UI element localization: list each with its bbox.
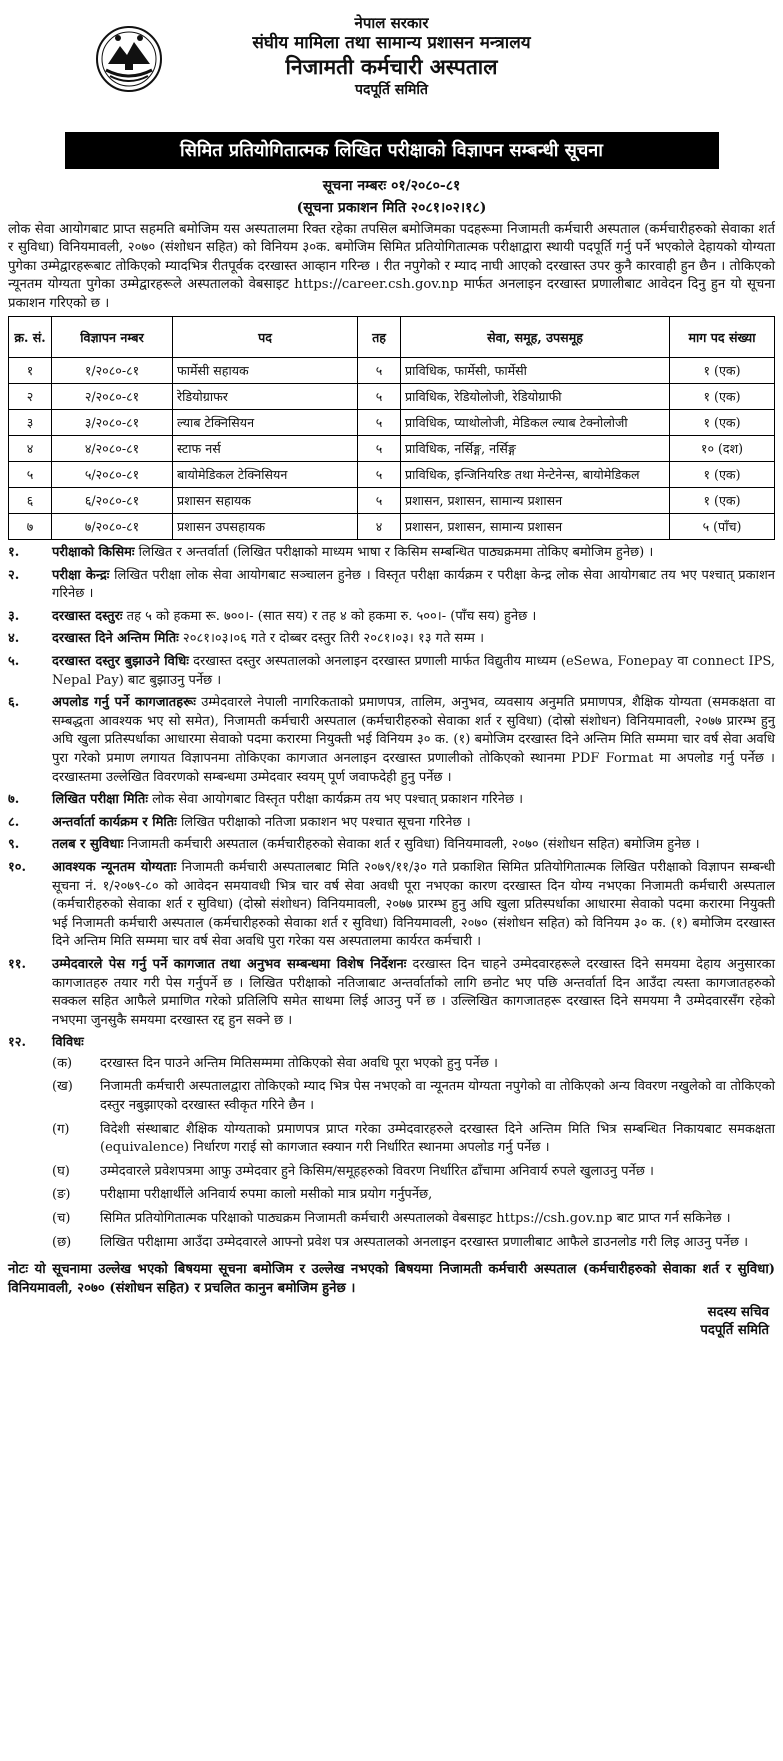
section-item xyxy=(8,814,775,833)
hospital-name: निजामती कर्मचारी अस्पताल xyxy=(285,54,498,79)
section-number: १२. xyxy=(8,1035,27,1051)
ministry-name: संघीय मामिला तथा सामान्य प्रशासन मन्त्रालय xyxy=(252,32,531,53)
cell-service-group: प्राविधिक, प्याथोलोजी, मेडिकल ल्याब टेक्नोलोजी xyxy=(401,410,670,436)
cell-ad-number: २/२०८०-८१ xyxy=(52,384,173,410)
notice-sections xyxy=(8,544,775,1257)
section-text: लोक सेवा आयोगबाट विस्तृत परीक्षा कार्यक्रम तय भए पश्चात् प्रकाशन गरिनेछ । xyxy=(147,792,524,808)
section-body xyxy=(52,544,775,563)
cell-sn: १ xyxy=(9,358,52,384)
section-item xyxy=(8,608,775,627)
misc-item-text: परीक्षामा परीक्षार्थीले अनिवार्य रुपमा कालो मसीको मात्र प्रयोग गर्नुपर्नेछ, xyxy=(100,1187,433,1203)
section-number: ३. xyxy=(8,608,20,624)
section-label: विविधः xyxy=(52,1035,84,1051)
section-label: दरखास्त दिने अन्तिम मितिः xyxy=(52,631,179,647)
section-label: दरखास्त दस्तुरः xyxy=(52,608,123,624)
section-number: ६. xyxy=(8,695,20,711)
table-header-row xyxy=(9,317,775,358)
misc-item xyxy=(52,1121,775,1158)
section-number: ११. xyxy=(8,956,27,972)
cell-level: ५ xyxy=(358,410,401,436)
section-number: ४. xyxy=(8,631,20,647)
misc-item xyxy=(52,1186,775,1205)
misc-item xyxy=(52,1234,775,1253)
cell-level: ५ xyxy=(358,358,401,384)
section-body xyxy=(52,608,775,627)
cell-level: ५ xyxy=(358,436,401,462)
section-text: लिखित परीक्षाको नतिजा प्रकाशन भए पश्चात सूचना गरिनेछ । xyxy=(176,814,471,830)
notice-date: (सूचना प्रकाशन मिति २०८१।०२।१८) xyxy=(296,200,487,216)
section-label: उम्मेदवारले पेस गर्नु पर्ने कागजात तथा अनुभव सम्बन्धमा विशेष निर्देशनः xyxy=(52,956,407,972)
section-item xyxy=(8,859,775,952)
section-item xyxy=(8,956,775,1030)
section-number: ७. xyxy=(8,792,20,808)
misc-item xyxy=(52,1163,775,1182)
cell-post: रेडियोग्राफर xyxy=(173,384,358,410)
misc-item-text: दरखास्त दिन पाउने अन्तिम मितिसम्ममा तोकिएको सेवा अवधि पूरा भएको हुनु पर्नेछ । xyxy=(100,1055,498,1071)
section-text: २०८१।०३।०६ गते र दोब्बर दस्तुर तिरी २०८१।०३। १३ गते सम्म । xyxy=(178,631,485,647)
cell-sn: ६ xyxy=(9,488,52,514)
misc-item-text: लिखित परीक्षामा आउँदा उम्मेदवारले आफ्नो प्रवेश पत्र अस्पतालको अनलाइन दरखास्त प्रणालीबाट आफैले डाउनलोड गरी लिइ आउनु पर्नेछ । xyxy=(100,1234,749,1250)
misc-item-text: निजामती कर्मचारी अस्पतालद्वारा तोकिएको म्याद भित्र पेस नभएको वा न्यूनतम योग्यता नपुगेको वा तोकिएको अन्य विवरण नखुलेको वा तोकिएको दस्तुर नबुझाएको दरखास्त स्वीकृत गरिने छैन । xyxy=(100,1079,775,1114)
committee-name: पदपूर्ति समिति xyxy=(355,82,428,99)
misc-item-number: (ग) xyxy=(52,1121,70,1137)
section-item xyxy=(8,791,775,810)
section-body xyxy=(52,630,775,649)
section-label: अपलोड गर्नु पर्ने कागजातहरूः xyxy=(52,695,196,711)
cell-ad-number: ४/२०८०-८१ xyxy=(52,436,173,462)
cell-ad-number: ३/२०८०-८१ xyxy=(52,410,173,436)
cell-vacancy-count: १ (एक) xyxy=(670,358,775,384)
section-text: निजामती कर्मचारी अस्पतालबाट मिति २०७९/११/३० गते प्रकाशित सिमित प्रतियोगितात्मक लिखित परीक्षाको विज्ञापन सम्बन्धी सूचना नं. १/२०७९-८० को आवेदन समयावधी भित्र चार वर्ष सेवा अवधी पूरा नभएका कारण दरखास्त दिन योग्य नभएका निजामती कर्मचारी अस्पताल (कर्मचारीहरुको सेवाका शर्त र सुविधा) (दोस्रो संशोधन) विनियमावली, २०७७ प्रारम्भ हुनु अघि खुला प्रतिस्पर्धाका आधारमा सेवाको पदमा करारमा नियुक्ती भई निजामती कर्मचारी अस्पताल (कर्मचारीहरुको सेवाका शर्त र सुविधा) विनियमावली, २०७० (संशोधन सहित) को विनियम ३० क. (१) बमोजिम दरखास्त दिने अन्तिम मिति सम्ममा चार वर्ष सेवा अवधि पुरा गरेका यस अस्पतालमा कार्यरत कर्मचारी । xyxy=(52,859,775,950)
col-header-ad-number: विज्ञापन नम्बर xyxy=(52,317,173,358)
cell-ad-number: १/२०८०-८१ xyxy=(52,358,173,384)
section-body xyxy=(52,791,775,810)
cell-vacancy-count: १ (एक) xyxy=(670,488,775,514)
section-label: परीक्षाको किसिमः xyxy=(52,545,135,561)
section-item xyxy=(8,544,775,563)
section-text: लिखित परीक्षा लोक सेवा आयोगबाट सञ्चालन हुनेछ । विस्तृत परीक्षा कार्यक्रम र परीक्षा केन्द्र लोक सेवा आयोगबाट तय भए पश्चात् प्रकाशन गरिनेछ । xyxy=(52,567,775,602)
table-row xyxy=(9,358,775,384)
misc-item-number: (घ) xyxy=(52,1163,70,1179)
section-body xyxy=(52,1034,775,1257)
cell-service-group: प्राविधिक, रेडियोलोजी, रेडियोग्राफी xyxy=(401,384,670,410)
section-item xyxy=(8,694,775,787)
section-number: ५. xyxy=(8,654,20,669)
misc-items xyxy=(52,1055,775,1252)
notice-number: सूचना नम्बरः ०१/२०८०-८१ xyxy=(322,178,461,194)
section-text: दरखास्त दस्तुर अस्पतालको अनलाइन दरखास्त प्रणाली मार्फत विद्युतीय माध्यम (eSewa, Fonepay वा connect IPS, Nepal Pay) बाट बुझाउनु पर्नेछ । xyxy=(52,654,775,688)
cell-service-group: प्रशासन, प्रशासन, सामान्य प्रशासन xyxy=(401,488,670,514)
col-header-service-group: सेवा, समूह, उपसमूह xyxy=(401,317,670,358)
section-number: ९. xyxy=(8,837,20,853)
section-text: लिखित र अन्तर्वार्ता (लिखित परीक्षाको माध्यम भाषा र किसिम सम्बन्धित पाठ्यक्रममा तोकिए बमोजिम हुनेछ) । xyxy=(134,545,654,561)
table-row xyxy=(9,488,775,514)
section-body xyxy=(52,956,775,1030)
section-body xyxy=(52,836,775,855)
misc-item xyxy=(52,1078,775,1115)
section-body xyxy=(52,567,775,604)
misc-item-number: (क) xyxy=(52,1055,73,1071)
cell-sn: ५ xyxy=(9,462,52,488)
cell-ad-number: ६/२०८०-८१ xyxy=(52,488,173,514)
signature-block xyxy=(8,1304,775,1340)
section-item xyxy=(8,567,775,604)
cell-level: ५ xyxy=(358,384,401,410)
cell-post: ल्याब टेक्निसियन xyxy=(173,410,358,436)
section-item xyxy=(8,653,775,690)
cell-post: प्रशासन सहायक xyxy=(173,488,358,514)
footnote: नोटः यो सूचनामा उल्लेख भएको बिषयमा सूचना बमोजिम र उल्लेख नभएको बिषयमा निजामती कर्मचारी अस्पताल (कर्मचारीहरुको सेवाका शर्त र सुविधा) विनियमावली, २०७० (संशोधन सहित) र प्रचलित कानुन बमोजिम हुनेछ । xyxy=(8,1262,775,1296)
cell-service-group: प्राविधिक, फार्मेसी, फार्मेसी xyxy=(401,358,670,384)
section-label: अन्तर्वार्ता कार्यक्रम र मितिः xyxy=(52,814,177,830)
misc-item-number: (ख) xyxy=(52,1079,73,1095)
intro-paragraph: लोक सेवा आयोगबाट प्राप्त सहमति बमोजिम यस अस्पतालमा रिक्त रहेका तपसिल बमोजिमका पदहरूमा निजामती कर्मचारी अस्पताल (कर्मचारीहरुको सेवाका शर्त र सुविधा) विनियमावली, २०७० (संशोधन सहित) को विनियम ३०क. बमोजिम सिमित प्रतियोगितात्मक परीक्षाद्वारा स्थायी पदपूर्ति गर्नु पर्ने भएकोले देहायको योग्यता पुगेका उम्मेद्वारहरूबाट तोकिएको म्यादभित्र रीतपूर्वक दरखास्त आव्हान गरिन्छ । रीत नपुगेको र म्याद नाघी आएको दरखास्त उपर कुनै कारवाही हुन छैन । तोकिएको न्यूनतम योग्यता पुगेका उम्मेद्वारहरूले अस्पतालको वेबसाइट https://career.csh.gov.np मार्फत अनलाइन दरखास्त प्रणालीबाट आवेदन दिनु हुन यो सूचना प्रकाशन गरिएको छ । xyxy=(8,222,775,311)
cell-vacancy-count: १० (दश) xyxy=(670,436,775,462)
section-item xyxy=(8,630,775,649)
misc-item-number: (च) xyxy=(52,1211,71,1227)
section-item xyxy=(8,836,775,855)
nepal-government-emblem-icon xyxy=(94,24,164,94)
table-row xyxy=(9,384,775,410)
cell-sn: ७ xyxy=(9,514,52,540)
notice-title-banner: सिमित प्रतियोगितात्मक लिखित परीक्षाको विज्ञापन सम्बन्धी सूचना xyxy=(65,132,719,169)
misc-item-number: (छ) xyxy=(52,1234,72,1250)
section-misc xyxy=(8,1034,775,1257)
section-text: उम्मेदवारले नेपाली नागरिकताको प्रमाणपत्र, तालिम, अनुभव, व्यवसाय अनुमति प्रमाणपत्र, शैक्षिक योग्यता (समकक्षता वा सम्बद्धता आवश्यक भए सो समेत), निजामती कर्मचारी अस्पताल (कर्मचारीहरुको सेवाका शर्त र सुविधा) (दोस्रो संशोधन) विनियमावली, २०७७ प्रारम्भ हुनु अघि खुला प्रतिस्पर्धाका आधारमा सेवाको पदमा करारमा नियुक्ती भई विनियम ३० क. (१) बमोजिम दरखास्त दिने अन्तिम मिति सम्ममा चार वर्ष सेवा अवधि पुरा गरेको प्रमाण लगायत विज्ञापनमा तोकिएका कागजात अनलाइन दरखास्त प्रणालीको तोकिएको स्थानमा PDF Format मा अपलोड गर्नु पर्नेछ । दरखास्तमा उल्लेखित विवरणको सम्बन्धमा उम्मेदवार स्वयम् पूर्ण जवाफदेही हुनु पर्नेछ । xyxy=(52,695,775,785)
table-row xyxy=(9,462,775,488)
cell-sn: ३ xyxy=(9,410,52,436)
cell-level: ५ xyxy=(358,488,401,514)
cell-level: ५ xyxy=(358,462,401,488)
col-header-post: पद xyxy=(173,317,358,358)
cell-post: स्टाफ नर्स xyxy=(173,436,358,462)
section-text: दरखास्त दिन चाहने उम्मेदवारहरूले दरखास्त दिने समयमा देहाय अनुसारका कागजातहरु तयार गरी पेस गर्नुपर्ने छ । लिखित परीक्षाको नतिजाबाट अन्तर्वार्ताको लागि छनोट भए पछि अन्तर्वार्ता दिन आउँदा त्यस्ता कागजातहरुको सक्कल सहित आफैले प्रमाणित गरेको प्रतिलिपि समेत साथमा लिई आउनु पर्ने छ । उल्लिखित कागजातहरू दरखास्त दिने समयमा नै उम्मेदवारसँग रहेको नभएमा जुनसुकै समयमा दरखास्त रद्द हुन सक्ने छ । xyxy=(52,956,775,1028)
cell-vacancy-count: १ (एक) xyxy=(670,384,775,410)
cell-post: फार्मेसी सहायक xyxy=(173,358,358,384)
cell-vacancy-count: १ (एक) xyxy=(670,462,775,488)
misc-item-text: उम्मेदवारले प्रवेशपत्रमा आफु उम्मेदवार हुने किसिम/समूहहरुको विवरण निर्धारित ढाँचामा अनिवार्य रुपले खुलाउनु पर्नेछ । xyxy=(100,1163,654,1179)
misc-item-text: सिमित प्रतियोगितात्मक परिक्षाको पाठ्यक्रम निजामती कर्मचारी अस्पतालको वेबसाइट https://csh.gov.np बाट प्राप्त गर्न सकिनेछ । xyxy=(100,1211,731,1227)
cell-sn: ४ xyxy=(9,436,52,462)
col-header-vacancy-count: माग पद संख्या xyxy=(670,317,775,358)
cell-ad-number: ७/२०८०-८१ xyxy=(52,514,173,540)
section-label: परीक्षा केन्द्रः xyxy=(52,567,110,583)
cell-vacancy-count: १ (एक) xyxy=(670,410,775,436)
vacancy-table xyxy=(8,316,775,540)
sections-list xyxy=(8,544,775,1030)
misc-item-number: (ङ) xyxy=(52,1187,71,1203)
col-header-level: तह xyxy=(358,317,401,358)
section-number: ८. xyxy=(8,814,20,830)
section-body xyxy=(52,694,775,787)
misc-item xyxy=(52,1055,775,1074)
cell-ad-number: ५/२०८०-८१ xyxy=(52,462,173,488)
section-body xyxy=(52,814,775,833)
section-number: २. xyxy=(8,567,20,583)
section-label: तलब र सुविधाः xyxy=(52,837,124,853)
table-row xyxy=(9,436,775,462)
letterhead xyxy=(8,14,775,130)
government-name: नेपाल सरकार xyxy=(354,14,429,32)
cell-sn: २ xyxy=(9,384,52,410)
col-header-sn: क्र. सं. xyxy=(9,317,52,358)
section-label: लिखित परीक्षा मितिः xyxy=(52,792,148,808)
section-body xyxy=(52,653,775,690)
section-label: आवश्यक न्यूनतम योग्यताः xyxy=(52,859,177,875)
cell-vacancy-count: ५ (पाँच) xyxy=(670,514,775,540)
cell-post: प्रशासन उपसहायक xyxy=(173,514,358,540)
signatory-committee: पदपूर्ति समिति xyxy=(700,1323,769,1339)
section-text: तह ५ को हकमा रू. ७००।- (सात सय) र तह ४ को हकमा रु. ५००।- (पाँच सय) हुनेछ । xyxy=(122,608,537,624)
section-number: १. xyxy=(8,545,20,561)
signatory-title: सदस्य सचिव xyxy=(707,1305,769,1321)
section-number: १०. xyxy=(8,859,27,875)
cell-service-group: प्राविधिक, इन्जिनियरिङ तथा मेन्टेनेन्स, बायोमेडिकल xyxy=(401,462,670,488)
misc-item xyxy=(52,1210,775,1229)
table-row xyxy=(9,410,775,436)
cell-service-group: प्राविधिक, नर्सिङ्ग, नर्सिङ्ग xyxy=(401,436,670,462)
table-row xyxy=(9,514,775,540)
cell-post: बायोमेडिकल टेक्निसियन xyxy=(173,462,358,488)
misc-item-text: विदेशी संस्थाबाट शैक्षिक योग्यताको प्रमाणपत्र प्राप्त गरेका उम्मेदवारहरुले दरखास्त दिने अन्तिम मिति भित्र सम्बन्धित निकायबाट समकक्षता (equivalence) निर्धारण गराई सो कागजात स्क्यान गरी निर्धारित स्थानमा अपलोड गर्नु पर्नेछ । xyxy=(100,1121,775,1156)
cell-level: ४ xyxy=(358,514,401,540)
section-text: निजामती कर्मचारी अस्पताल (कर्मचारीहरुको सेवाका शर्त र सुविधा) विनियमावली, २०७० (संशोधन सहित) बमोजिम हुनेछ । xyxy=(123,837,700,853)
cell-service-group: प्रशासन, प्रशासन, सामान्य प्रशासन xyxy=(401,514,670,540)
section-body xyxy=(52,859,775,952)
table-body xyxy=(9,358,775,540)
section-label: दरखास्त दस्तुर बुझाउने विधिः xyxy=(52,654,189,669)
